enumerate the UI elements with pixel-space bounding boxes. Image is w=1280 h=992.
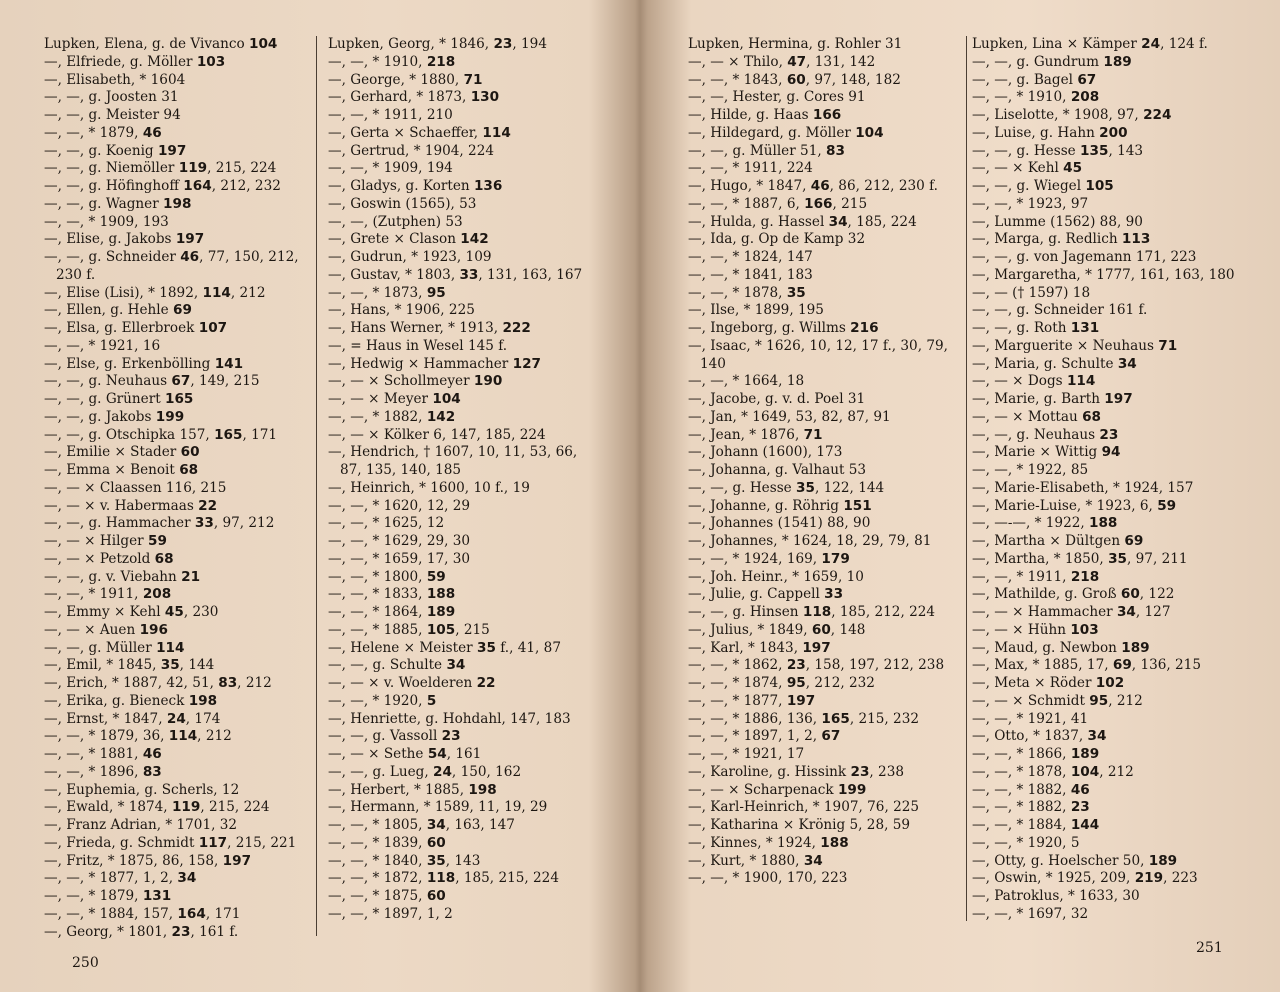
index-entry: —, —, g. Koenig 197 <box>44 142 187 159</box>
index-entry: —, —, * 1879, 36, 114, 212 <box>44 728 232 745</box>
index-entry: —, —, g. Neuhaus 23 <box>972 426 1119 443</box>
index-entry: —, —, * 1625, 12 <box>328 515 445 532</box>
column-divider-right <box>966 36 967 921</box>
index-entry: —, —, * 1900, 170, 223 <box>688 870 848 887</box>
index-entry: —, —, g. Gundrum 189 <box>972 53 1132 70</box>
index-entry: —, —, * 1833, 188 <box>328 586 456 603</box>
index-entry: —, Emmy × Kehl 45, 230 <box>44 604 219 620</box>
index-entry: —, — × Claassen 116, 215 <box>44 479 227 496</box>
index-entry: —, Ilse, * 1899, 195 <box>688 302 824 319</box>
index-entry: —, —, * 1620, 12, 29 <box>328 497 471 514</box>
index-entry: —, —, * 1886, 136, 165, 215, 232 <box>688 710 919 727</box>
index-entry: —, —, * 1879, 46 <box>44 124 162 141</box>
index-entry: —, —, g. Grünert 165 <box>44 391 194 407</box>
index-entry: —, —, * 1877, 197 <box>688 692 816 709</box>
index-entry: —, —, g. Schulte 34 <box>328 657 466 674</box>
index-entry: —, Hildegard, g. Möller 104 <box>688 124 884 141</box>
index-entry: —, — × Meyer 104 <box>328 391 461 407</box>
index-entry: —, Elise, g. Jakobs 197 <box>44 231 205 248</box>
index-entry: —, Karl, * 1843, 197 <box>688 639 831 656</box>
index-entry: —, Heinrich, * 1600, 10 f., 19 <box>328 479 530 496</box>
index-entry: —, Ellen, g. Hehle 69 <box>44 302 192 319</box>
index-entry: —, —, * 1923, 97 <box>972 195 1089 212</box>
index-entry: —, — × Auen 196 <box>44 621 168 638</box>
index-entry: —, —, * 1874, 95, 212, 232 <box>688 675 875 691</box>
index-entry: —, —-—, * 1922, 188 <box>972 515 1118 532</box>
index-entry: —, Liselotte, * 1908, 97, 224 <box>972 107 1172 123</box>
index-entry: —, Grete × Clason 142 <box>328 231 489 248</box>
index-entry: —, —, * 1881, 46 <box>44 746 162 762</box>
index-entry: —, Fritz, * 1875, 86, 158, 197 <box>44 852 252 869</box>
index-entry: —, —, g. Neuhaus 67, 149, 215 <box>44 373 260 390</box>
index-entry: —, Julius, * 1849, 60, 148 <box>688 621 866 638</box>
index-entry: —, —, g. Hammacher 33, 97, 212 <box>44 515 275 532</box>
index-entry: —, Frieda, g. Schmidt 117, 215, 221 <box>44 834 297 851</box>
index-entry: —, —, g. Schneider 161 f. <box>972 302 1148 319</box>
index-entry: —, —, g. Meister 94 <box>44 107 181 123</box>
index-entry: —, — × Kehl 45 <box>972 160 1083 177</box>
index-entry: —, Erich, * 1887, 42, 51, 83, 212 <box>44 675 272 691</box>
index-entry: —, —, g. Niemöller 119, 215, 224 <box>44 160 277 177</box>
index-entry: —, Katharina × Krönig 5, 28, 59 <box>688 817 911 833</box>
index-entry: —, Jean, * 1876, 71 <box>688 426 823 443</box>
index-entry: —, —, g. Joosten 31 <box>44 89 179 106</box>
index-entry: —, —, * 1659, 17, 30 <box>328 550 471 567</box>
index-column-left-a <box>44 36 306 941</box>
index-entry: —, — × Petzold 68 <box>44 550 174 567</box>
index-entry: —, Jan, * 1649, 53, 82, 87, 91 <box>688 408 891 425</box>
index-entry: —, —, g. Roth 131 <box>972 320 1100 336</box>
index-entry: —, Gladys, g. Korten 136 <box>328 178 503 194</box>
index-entry: —, —, * 1697, 32 <box>972 905 1089 922</box>
index-entry: —, —, (Zutphen) 53 <box>328 213 463 230</box>
index-entry: —, Meta × Röder 102 <box>972 675 1125 691</box>
index-entry: Lupken, Elena, g. de Vivanco 104 <box>44 36 278 52</box>
index-entry: —, Julie, g. Cappell 33 <box>688 586 844 603</box>
index-entry: —, —, * 1878, 104, 212 <box>972 763 1134 780</box>
index-entry: —, Luise, g. Hahn 200 <box>972 124 1128 141</box>
index-entry: —, Hans, * 1906, 225 <box>328 302 475 319</box>
index-entry: —, —, * 1805, 34, 163, 147 <box>328 817 515 833</box>
index-entry: —, — × Hühn 103 <box>972 621 1099 638</box>
index-entry: —, —, g. Hesse 135, 143 <box>972 142 1144 159</box>
index-entry: —, —, * 1920, 5 <box>972 834 1080 851</box>
index-entry: —, —, * 1911, 218 <box>972 568 1100 585</box>
index-entry: —, —, g. Wagner 198 <box>44 195 192 212</box>
index-entry: —, —, * 1875, 60 <box>328 888 446 904</box>
index-entry: —, Ernst, * 1847, 24, 174 <box>44 710 221 727</box>
index-entry: —, Gerta × Schaeffer, 114 <box>328 124 511 141</box>
index-entry: —, —, * 1882, 46 <box>972 781 1090 798</box>
index-column-left-b <box>328 36 602 924</box>
index-entry: —, Martha, * 1850, 35, 97, 211 <box>972 550 1188 567</box>
index-entry: —, —, g. Otschipka 157, 165, 171 <box>44 426 278 443</box>
index-entry: —, —, g. Schneider 46, 77, 150, 212, 230 f. <box>44 249 299 283</box>
index-entry: Lupken, Georg, * 1846, 23, 194 <box>328 36 547 52</box>
index-entry: —, Hermann, * 1589, 11, 19, 29 <box>328 799 548 816</box>
index-entry: —, — († 1597) 18 <box>972 284 1091 301</box>
index-entry: —, — × Mottau 68 <box>972 408 1101 425</box>
index-entry: —, Emilie × Stader 60 <box>44 444 200 461</box>
index-entry: —, Hugo, * 1847, 46, 86, 212, 230 f. <box>688 178 938 194</box>
index-entry: —, —, * 1866, 189 <box>972 746 1100 762</box>
index-entry: —, Martha × Dültgen 69 <box>972 533 1144 549</box>
index-entry: —, Karoline, g. Hissink 23, 238 <box>688 763 904 780</box>
index-entry: —, Max, * 1885, 17, 69, 136, 215 <box>972 657 1201 674</box>
index-entry: —, Hedwig × Hammacher 127 <box>328 355 542 372</box>
index-entry: —, —, g. v. Viebahn 21 <box>44 568 201 585</box>
index-entry: —, —, * 1921, 41 <box>972 710 1089 727</box>
index-entry: —, — × Schollmeyer 190 <box>328 373 503 390</box>
index-entry: —, Maud, g. Newbon 189 <box>972 639 1150 656</box>
index-entry: —, — × v. Habermaas 22 <box>44 497 218 514</box>
index-entry: —, —, * 1897, 1, 2, 67 <box>688 728 841 745</box>
index-entry: —, —, * 1877, 1, 2, 34 <box>44 870 197 887</box>
index-entry: —, Otto, * 1837, 34 <box>972 728 1107 745</box>
index-entry: —, —, g. Hinsen 118, 185, 212, 224 <box>688 604 936 620</box>
index-entry: —, Else, g. Erkenbölling 141 <box>44 355 244 372</box>
index-entry: —, —, * 1629, 29, 30 <box>328 533 471 549</box>
index-entry: —, — × Dogs 114 <box>972 373 1096 390</box>
index-entry: —, —, * 1922, 85 <box>972 462 1089 478</box>
index-entry: —, —, g. Jakobs 199 <box>44 408 185 425</box>
index-entry: —, —, * 1840, 35, 143 <box>328 852 481 869</box>
index-entry: —, Marie-Elisabeth, * 1924, 157 <box>972 479 1194 496</box>
index-entry: —, Marga, g. Redlich 113 <box>972 231 1151 248</box>
index-entry: —, —, * 1873, 95 <box>328 284 446 301</box>
index-entry: —, Gerhard, * 1873, 130 <box>328 89 500 106</box>
index-entry: —, —, * 1800, 59 <box>328 568 446 585</box>
index-entry: —, Gustav, * 1803, 33, 131, 163, 167 <box>328 266 583 283</box>
index-entry: —, Gudrun, * 1923, 109 <box>328 249 492 265</box>
index-entry: —, — × Thilo, 47, 131, 142 <box>688 53 876 70</box>
index-entry: —, Kurt, * 1880, 34 <box>688 852 823 869</box>
index-entry: —, Joh. Heinr., * 1659, 10 <box>688 568 864 585</box>
page-number-right: 251 <box>1196 940 1223 956</box>
index-entry: —, —, * 1872, 118, 185, 215, 224 <box>328 870 559 887</box>
index-entry: —, Johannes (1541) 88, 90 <box>688 515 871 532</box>
index-entry: —, Euphemia, g. Scherls, 12 <box>44 781 240 798</box>
index-entry: —, Margaretha, * 1777, 161, 163, 180 <box>972 266 1235 283</box>
index-entry: —, —, * 1664, 18 <box>688 373 805 390</box>
index-entry: —, — × Sethe 54, 161 <box>328 746 482 762</box>
index-entry: —, — × Kölker 6, 147, 185, 224 <box>328 426 546 443</box>
index-entry: —, Johann (1600), 173 <box>688 444 843 461</box>
index-entry: —, Goswin (1565), 53 <box>328 195 477 212</box>
index-entry: —, Franz Adrian, * 1701, 32 <box>44 817 238 833</box>
index-entry: —, —, * 1879, 131 <box>44 888 172 904</box>
index-entry: —, —, * 1841, 183 <box>688 266 813 283</box>
index-entry: —, — × Scharpenack 199 <box>688 781 867 798</box>
index-entry: —, — × Hilger 59 <box>44 533 167 549</box>
index-column-right-b <box>972 36 1236 924</box>
index-entry: —, Emil, * 1845, 35, 144 <box>44 657 215 674</box>
index-entry: —, —, * 1839, 60 <box>328 834 446 851</box>
index-entry: —, Isaac, * 1626, 10, 12, 17 f., 30, 79, 140 <box>688 337 948 372</box>
index-entry: —, —, g. Höfinghoff 164, 212, 232 <box>44 178 281 194</box>
index-entry: —, Elise (Lisi), * 1892, 114, 212 <box>44 284 266 301</box>
index-entry: —, — × Schmidt 95, 212 <box>972 692 1143 709</box>
index-entry: —, —, Hester, g. Cores 91 <box>688 89 866 106</box>
index-entry: —, —, g. Vassoll 23 <box>328 728 461 745</box>
index-entry: —, —, * 1911, 210 <box>328 107 453 123</box>
index-entry: —, —, * 1910, 218 <box>328 53 456 70</box>
index-entry: —, Mathilde, g. Groß 60, 122 <box>972 586 1175 603</box>
index-entry: —, Johanne, g. Röhrig 151 <box>688 497 872 514</box>
index-entry: Lupken, Hermina, g. Rohler 31 <box>688 36 903 52</box>
index-entry: —, Elsa, g. Ellerbroek 107 <box>44 320 228 336</box>
index-entry: —, —, * 1843, 60, 97, 148, 182 <box>688 71 901 88</box>
index-entry: —, Marie-Luise, * 1923, 6, 59 <box>972 497 1177 514</box>
index-entry: —, —, * 1884, 144 <box>972 817 1100 833</box>
index-entry: —, —, * 1882, 142 <box>328 408 456 425</box>
index-entry: —, Karl-Heinrich, * 1907, 76, 225 <box>688 799 920 816</box>
index-entry: —, Otty, g. Hoelscher 50, 189 <box>972 852 1178 869</box>
index-entry: —, —, * 1920, 5 <box>328 692 437 709</box>
index-entry: —, —, * 1921, 17 <box>688 746 805 762</box>
index-entry: —, —, * 1885, 105, 215 <box>328 621 490 638</box>
index-entry: —, —, g. Bagel 67 <box>972 71 1097 88</box>
index-entry: —, —, g. Wiegel 105 <box>972 178 1114 194</box>
index-column-right-a <box>688 36 960 888</box>
index-entry: —, Elfriede, g. Möller 103 <box>44 53 226 70</box>
index-entry: —, Hendrich, † 1607, 10, 11, 53, 66, 87, 135, 140, 185 <box>328 444 578 478</box>
index-entry: —, Ewald, * 1874, 119, 215, 224 <box>44 799 270 816</box>
index-entry: —, Gertrud, * 1904, 224 <box>328 142 494 159</box>
index-entry: —, Patroklus, * 1633, 30 <box>972 888 1140 904</box>
index-entry: —, —, g. Lueg, 24, 150, 162 <box>328 763 522 780</box>
index-entry: —, Maria, g. Schulte 34 <box>972 355 1137 372</box>
index-entry: —, Oswin, * 1925, 209, 219, 223 <box>972 870 1198 887</box>
index-entry: —, Lumme (1562) 88, 90 <box>972 213 1143 230</box>
index-entry: —, Marie, g. Barth 197 <box>972 391 1133 407</box>
index-entry: —, Henriette, g. Hohdahl, 147, 183 <box>328 710 571 727</box>
column-divider-left <box>316 36 317 936</box>
index-entry: —, Marie × Wittig 94 <box>972 444 1121 461</box>
index-entry: —, Marguerite × Neuhaus 71 <box>972 337 1178 354</box>
index-entry: —, —, * 1862, 23, 158, 197, 212, 238 <box>688 657 945 674</box>
index-entry: —, Ingeborg, g. Willms 216 <box>688 320 879 336</box>
index-entry: —, —, g. Müller 51, 83 <box>688 142 845 159</box>
index-entry: —, — × v. Woelderen 22 <box>328 675 496 691</box>
index-entry: —, Georg, * 1801, 23, 161 f. <box>44 923 239 940</box>
index-entry: —, —, * 1824, 147 <box>688 249 813 265</box>
index-entry: —, Erika, g. Bieneck 198 <box>44 692 218 709</box>
index-entry: —, —, * 1921, 16 <box>44 337 161 354</box>
index-entry: —, —, * 1910, 208 <box>972 89 1100 106</box>
index-entry: —, Helene × Meister 35 f., 41, 87 <box>328 639 561 656</box>
page-number-left: 250 <box>72 955 99 971</box>
index-entry: —, —, g. von Jagemann 171, 223 <box>972 249 1197 265</box>
index-entry: —, —, * 1909, 193 <box>44 213 169 230</box>
index-entry: —, = Haus in Wesel 145 f. <box>328 337 508 354</box>
index-entry: —, Ida, g. Op de Kamp 32 <box>688 231 866 248</box>
index-entry: —, — × Hammacher 34, 127 <box>972 604 1171 620</box>
index-entry: —, —, * 1909, 194 <box>328 160 453 177</box>
index-entry: —, Hulda, g. Hassel 34, 185, 224 <box>688 213 917 230</box>
index-entry: —, —, * 1924, 169, 179 <box>688 550 850 567</box>
index-entry: —, —, * 1911, 208 <box>44 586 172 603</box>
index-entry: —, —, g. Hesse 35, 122, 144 <box>688 479 885 496</box>
index-entry: —, —, * 1864, 189 <box>328 604 456 620</box>
index-entry: —, Johanna, g. Valhaut 53 <box>688 462 867 478</box>
index-entry: —, George, * 1880, 71 <box>328 71 483 88</box>
index-entry: —, Jacobe, g. v. d. Poel 31 <box>688 391 866 407</box>
index-entry: —, Emma × Benoit 68 <box>44 462 199 478</box>
index-entry: —, —, * 1882, 23 <box>972 799 1090 816</box>
index-entry: —, —, * 1884, 157, 164, 171 <box>44 905 241 922</box>
index-entry: —, —, * 1911, 224 <box>688 160 813 177</box>
index-entry: —, Herbert, * 1885, 198 <box>328 781 497 798</box>
index-entry: —, —, * 1897, 1, 2 <box>328 905 453 922</box>
index-entry: —, —, * 1887, 6, 166, 215 <box>688 195 868 212</box>
index-entry: —, Elisabeth, * 1604 <box>44 71 186 88</box>
index-entry: —, Hans Werner, * 1913, 222 <box>328 320 531 336</box>
index-entry: —, —, g. Müller 114 <box>44 639 185 656</box>
index-entry: —, Johannes, * 1624, 18, 29, 79, 81 <box>688 533 932 549</box>
index-entry: Lupken, Lina × Kämper 24, 124 f. <box>972 36 1208 52</box>
index-entry: —, —, * 1896, 83 <box>44 763 162 780</box>
index-entry: —, Hilde, g. Haas 166 <box>688 107 842 123</box>
index-entry: —, —, * 1878, 35 <box>688 284 806 301</box>
index-entry: —, Kinnes, * 1924, 188 <box>688 834 849 851</box>
